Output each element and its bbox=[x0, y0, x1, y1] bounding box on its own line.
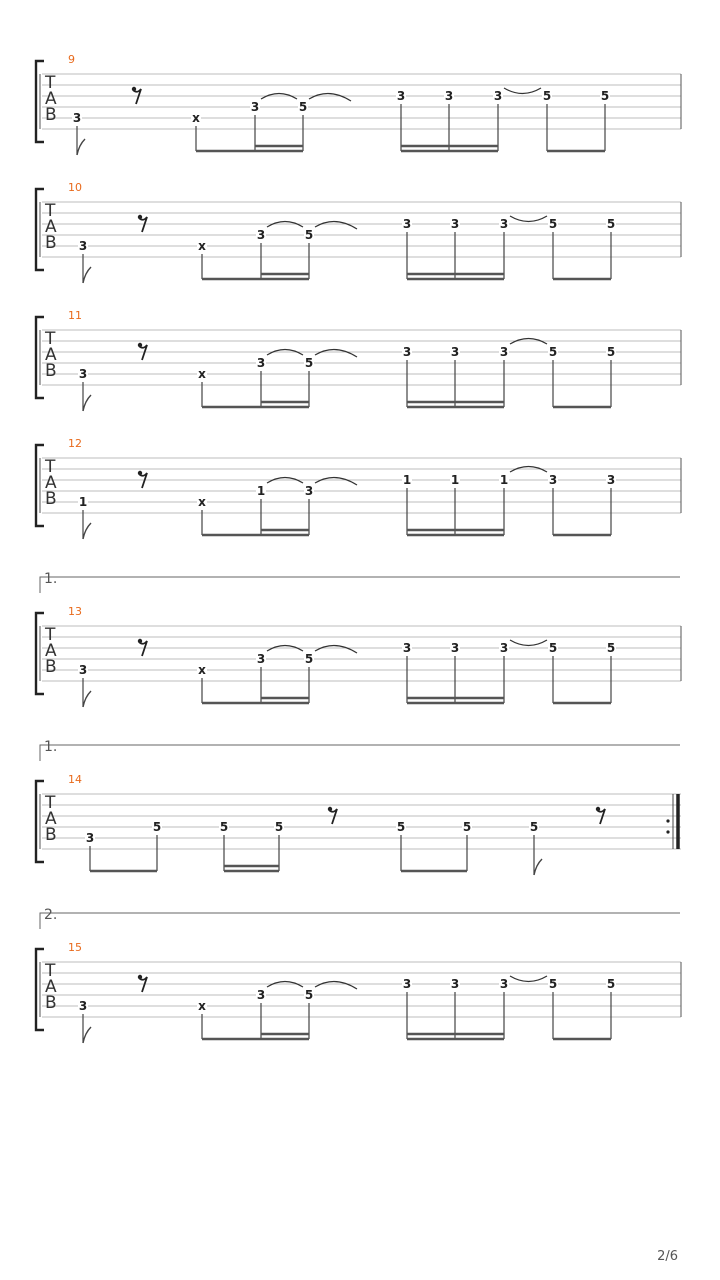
staff-12 bbox=[36, 437, 681, 539]
note-flag bbox=[534, 859, 542, 875]
tab-clef-a: A bbox=[45, 345, 57, 365]
fret-number: 3 bbox=[548, 473, 558, 487]
tab-clef-t: T bbox=[45, 793, 56, 813]
fret-number: x bbox=[198, 367, 206, 381]
tab-clef-b: B bbox=[45, 489, 57, 509]
staff-9 bbox=[36, 53, 681, 155]
fret-number: 3 bbox=[450, 977, 460, 991]
tie bbox=[510, 976, 547, 982]
fret-number: 5 bbox=[304, 988, 314, 1002]
fret-number: 3 bbox=[402, 217, 412, 231]
eighth-rest-dot bbox=[138, 975, 142, 979]
tab-clef-b: B bbox=[45, 993, 57, 1013]
tie bbox=[315, 221, 357, 229]
fret-number: 3 bbox=[85, 831, 95, 845]
repeat-dot bbox=[666, 830, 669, 833]
fret-number: 3 bbox=[256, 228, 266, 242]
tab-clef-b: B bbox=[45, 361, 57, 381]
tab-clef-a: A bbox=[45, 473, 57, 493]
fret-number: x bbox=[198, 999, 206, 1013]
fret-number: 3 bbox=[402, 977, 412, 991]
fret-number: 5 bbox=[548, 345, 558, 359]
fret-number: 3 bbox=[499, 345, 509, 359]
eighth-rest-dot bbox=[596, 807, 600, 811]
staff-11 bbox=[36, 309, 681, 411]
fret-number: 5 bbox=[304, 652, 314, 666]
tab-clef-a: A bbox=[45, 977, 57, 997]
fret-number: 5 bbox=[304, 356, 314, 370]
fret-number: 3 bbox=[78, 663, 88, 677]
fret-number: 5 bbox=[548, 977, 558, 991]
fret-number: 3 bbox=[499, 641, 509, 655]
volta-bracket bbox=[40, 745, 680, 761]
tie bbox=[504, 88, 541, 94]
fret-number: 3 bbox=[72, 111, 82, 125]
repeat-dot bbox=[666, 819, 669, 822]
tab-clef-b: B bbox=[45, 233, 57, 253]
fret-number: 5 bbox=[529, 820, 539, 834]
tab-clef-t: T bbox=[45, 625, 56, 645]
fret-number: 5 bbox=[396, 820, 406, 834]
eighth-rest-dot bbox=[328, 807, 332, 811]
fret-number: 5 bbox=[548, 641, 558, 655]
fret-number: x bbox=[198, 495, 206, 509]
tab-clef-b: B bbox=[45, 825, 57, 845]
note-flag bbox=[83, 395, 91, 411]
fret-number: 1 bbox=[78, 495, 88, 509]
fret-number: 5 bbox=[600, 89, 610, 103]
volta-label: 2. bbox=[44, 907, 58, 923]
fret-number: 3 bbox=[256, 652, 266, 666]
tie bbox=[315, 981, 357, 989]
fret-number: 3 bbox=[256, 988, 266, 1002]
tab-clef-b: B bbox=[45, 105, 57, 125]
volta-label: 1. bbox=[44, 571, 58, 587]
fret-number: x bbox=[198, 663, 206, 677]
fret-number: 3 bbox=[78, 367, 88, 381]
fret-number: 5 bbox=[542, 89, 552, 103]
volta-bracket bbox=[40, 577, 680, 593]
tab-clef-b: B bbox=[45, 657, 57, 677]
fret-number: 5 bbox=[304, 228, 314, 242]
fret-number: 3 bbox=[78, 999, 88, 1013]
fret-number: 5 bbox=[606, 345, 616, 359]
bar-number: 10 bbox=[68, 181, 82, 194]
fret-number: 1 bbox=[402, 473, 412, 487]
note-flag bbox=[83, 523, 91, 539]
tab-clef-a: A bbox=[45, 89, 57, 109]
tie bbox=[309, 93, 351, 101]
tab-clef-t: T bbox=[45, 457, 56, 477]
fret-number: 5 bbox=[152, 820, 162, 834]
fret-number: 3 bbox=[450, 345, 460, 359]
bar-number: 15 bbox=[68, 941, 82, 954]
tab-clef-a: A bbox=[45, 641, 57, 661]
staff-15 bbox=[36, 907, 681, 1043]
fret-number: x bbox=[198, 239, 206, 253]
tab-clef-a: A bbox=[45, 217, 57, 237]
note-flag bbox=[77, 139, 85, 155]
eighth-rest-dot bbox=[138, 639, 142, 643]
fret-number: 5 bbox=[606, 641, 616, 655]
tab-clef-t: T bbox=[45, 201, 56, 221]
staff-14 bbox=[36, 739, 681, 875]
fret-number: 5 bbox=[606, 977, 616, 991]
fret-number: 1 bbox=[499, 473, 509, 487]
volta-bracket bbox=[40, 913, 680, 929]
fret-number: 3 bbox=[450, 217, 460, 231]
eighth-rest-dot bbox=[132, 87, 136, 91]
tab-clef-t: T bbox=[45, 961, 56, 981]
fret-number: 1 bbox=[450, 473, 460, 487]
fret-number: 3 bbox=[78, 239, 88, 253]
tie bbox=[315, 477, 357, 485]
fret-number: 3 bbox=[402, 345, 412, 359]
fret-number: 5 bbox=[606, 217, 616, 231]
fret-number: 5 bbox=[219, 820, 229, 834]
staff-10 bbox=[36, 181, 681, 283]
tie bbox=[510, 640, 547, 646]
fret-number: 5 bbox=[274, 820, 284, 834]
eighth-rest-dot bbox=[138, 471, 142, 475]
bar-number: 13 bbox=[68, 605, 82, 618]
eighth-rest-dot bbox=[138, 343, 142, 347]
tab-clef-t: T bbox=[45, 329, 56, 349]
fret-number: 3 bbox=[499, 217, 509, 231]
tab-clef-a: A bbox=[45, 809, 57, 829]
fret-number: 3 bbox=[396, 89, 406, 103]
bar-number: 11 bbox=[68, 309, 82, 322]
note-flag bbox=[83, 691, 91, 707]
fret-number: 3 bbox=[493, 89, 503, 103]
note-flag bbox=[83, 267, 91, 283]
fret-number: 3 bbox=[450, 641, 460, 655]
page-number: 2/6 bbox=[657, 1249, 678, 1264]
fret-number: 5 bbox=[298, 100, 308, 114]
tab-clef-t: T bbox=[45, 73, 56, 93]
volta-label: 1. bbox=[44, 739, 58, 755]
eighth-rest-dot bbox=[138, 215, 142, 219]
fret-number: 3 bbox=[304, 484, 314, 498]
fret-number: 5 bbox=[548, 217, 558, 231]
bar-number: 9 bbox=[68, 53, 75, 66]
fret-number: 3 bbox=[256, 356, 266, 370]
staff-13 bbox=[36, 571, 681, 707]
tie bbox=[510, 216, 547, 222]
fret-number: x bbox=[192, 111, 200, 125]
tie bbox=[315, 349, 357, 357]
fret-number: 3 bbox=[250, 100, 260, 114]
fret-number: 3 bbox=[402, 641, 412, 655]
bar-number: 12 bbox=[68, 437, 82, 450]
fret-number: 1 bbox=[256, 484, 266, 498]
fret-number: 3 bbox=[606, 473, 616, 487]
tie bbox=[315, 645, 357, 653]
bar-number: 14 bbox=[68, 773, 82, 786]
fret-number: 3 bbox=[499, 977, 509, 991]
note-flag bbox=[83, 1027, 91, 1043]
fret-number: 5 bbox=[462, 820, 472, 834]
fret-number: 3 bbox=[444, 89, 454, 103]
